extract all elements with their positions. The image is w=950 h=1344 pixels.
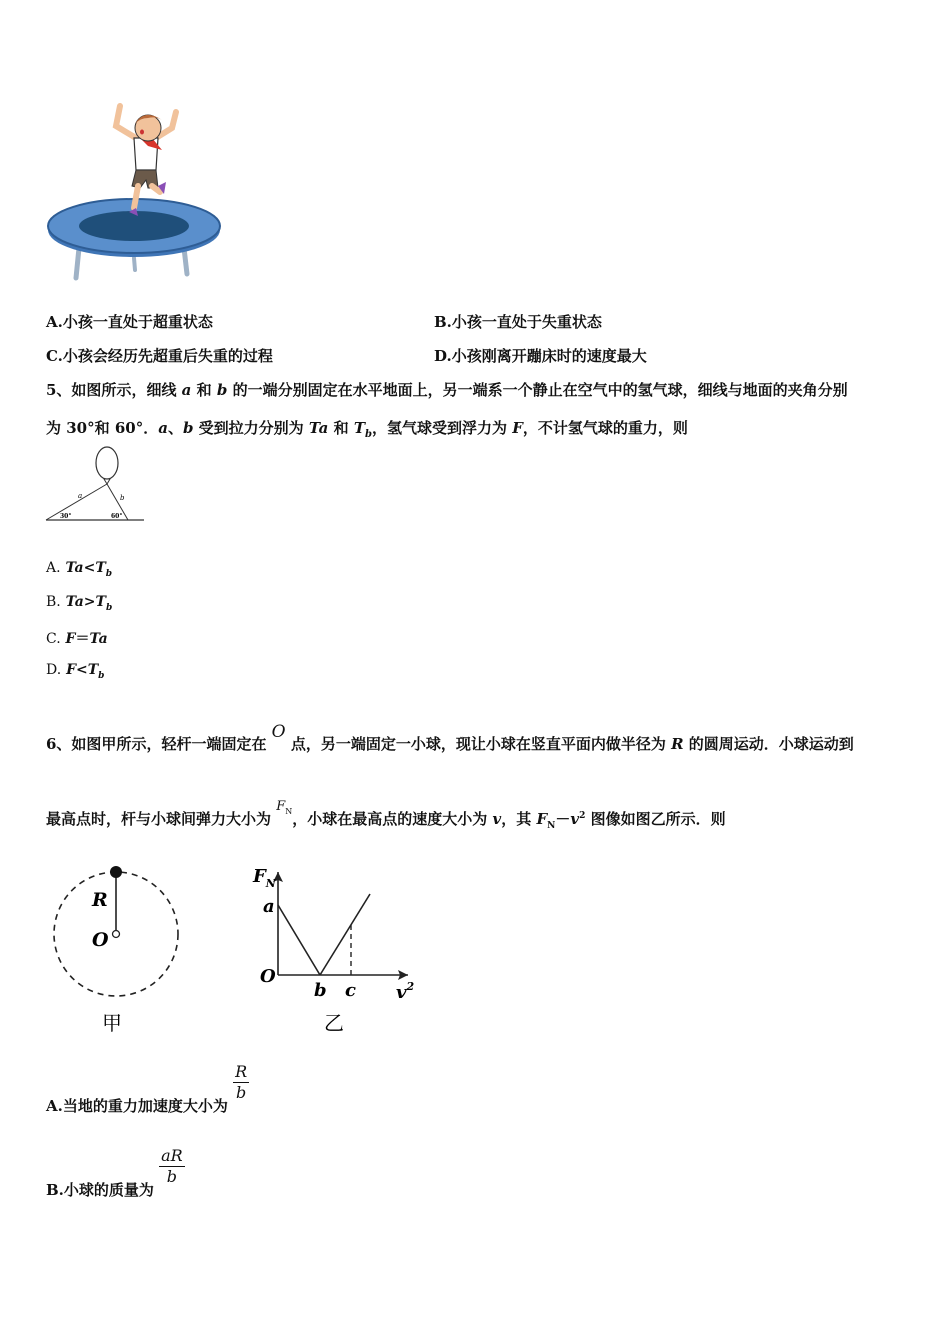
q5-fig-angle-60: 60° — [111, 513, 123, 520]
yi-axis-v2: $v^2$ — [396, 980, 415, 1003]
jia-label-o: O — [92, 929, 109, 951]
child-jumping-on-trampoline-icon — [44, 98, 224, 283]
figure-yi — [248, 858, 428, 1038]
yi-label-c: c — [345, 980, 356, 1001]
yi-label-a: a — [263, 896, 275, 917]
yi-label-b: b — [314, 980, 327, 1001]
yi-label-origin: O — [260, 966, 276, 987]
ball — [110, 866, 122, 878]
q4-option-b: B.小孩一直处于失重状态 — [434, 313, 602, 331]
q4-option-d: D.小孩刚离开蹦床时的速度最大 — [434, 347, 647, 365]
q4-option-a: A.小孩一直处于超重状态 — [46, 313, 213, 331]
q4-option-c: C.小孩会经历先超重后失重的过程 — [46, 347, 273, 365]
q5-option-d: D. $F<T_b$ — [46, 662, 105, 681]
circular-motion-diagram — [48, 860, 188, 1040]
balloon-figure — [44, 446, 148, 526]
q6-option-a-fraction: $\frac{R}{b}$ — [235, 1062, 248, 1102]
q5-stem-line1: 5、如图所示，细线 a 和 b 的一端分别固定在水平地面上，另一端系一个静止在空气中的氢气球，细线与地面的夹角分别 — [46, 381, 848, 399]
q5-option-b: B. $Ta>T_b$ — [46, 594, 113, 613]
q5-stem-line2: 为 30°和 60°．a、b 受到拉力分别为 Ta 和 $T_b$，氢气球受到浮力为 F，不计氢气球的重力，则 — [46, 419, 688, 440]
q5-fig-label-b: b — [120, 494, 125, 502]
jia-caption: 甲 — [102, 1011, 122, 1035]
hydrogen-balloon-diagram — [44, 446, 148, 526]
q6-stem-line2: 最高点时，杆与小球间弹力大小为 $F_N$，小球在最高点的速度大小为 v，其 $F_N-v^2$ 图像如图乙所示．则 — [46, 799, 726, 831]
q6-option-a: A.当地的重力加速度大小为 $\frac{R}{b}$ — [46, 1062, 248, 1115]
q6-option-b-fraction: $\frac{aR}{b}$ — [161, 1146, 183, 1186]
yi-axis-fn: $F_N$ — [253, 866, 276, 890]
jia-label-r: R — [92, 889, 108, 911]
trampoline-figure — [44, 98, 224, 283]
figure-jia — [48, 860, 188, 1040]
fn-v2-graph — [248, 858, 428, 1038]
q5-option-c: C. F＝Ta — [46, 631, 108, 647]
yi-caption: 乙 — [324, 1011, 344, 1035]
q5-fig-label-a: a — [78, 492, 83, 500]
q6-stem-line1: 6、如图甲所示，轻杆一端固定在 O 点，另一端固定一小球，现让小球在竖直平面内做半径为 R 的圆周运动．小球运动到 — [46, 722, 854, 753]
q6-option-b: B.小球的质量为 $\frac{aR}{b}$ — [46, 1146, 183, 1199]
q5-option-a: A. $Ta<T_b$ — [46, 560, 113, 579]
q5-fig-angle-30: 30° — [60, 513, 72, 520]
